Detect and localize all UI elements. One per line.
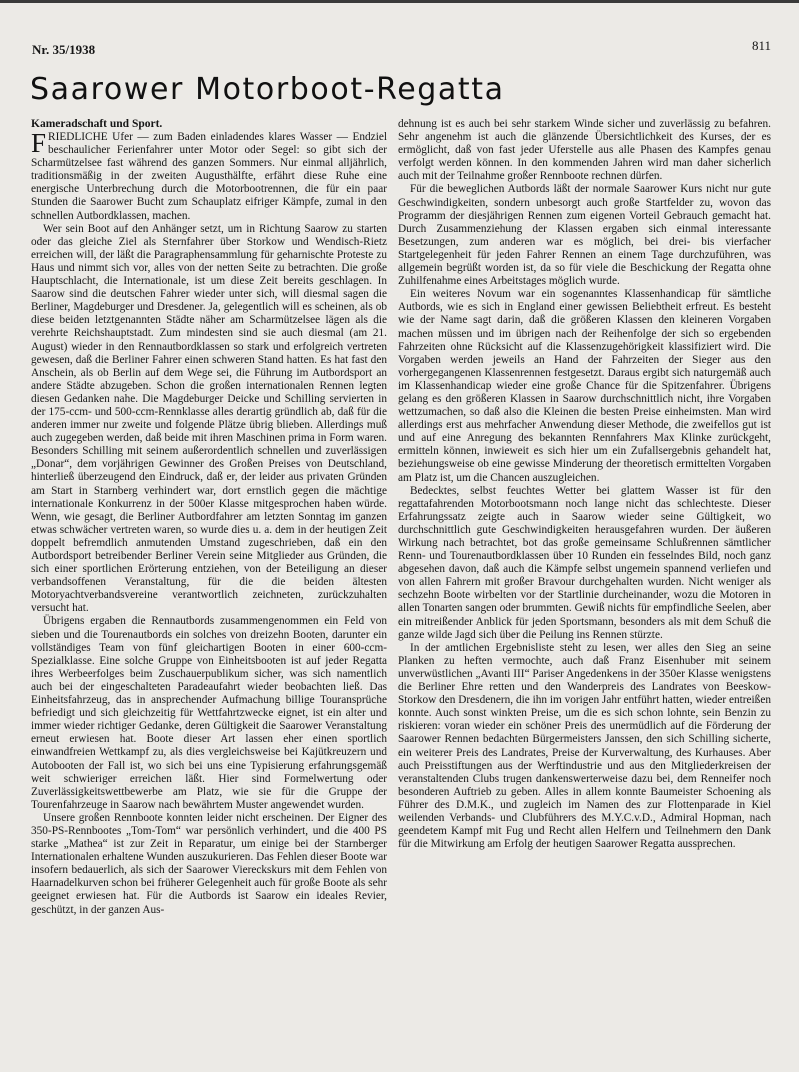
paragraph: Wer sein Boot auf den Anhänger setzt, um in Richtung Saarow zu starten oder das gleiche Ziel als Sternfahrer über Storkow und Wendisch-Rietz erreichen will, der läßt die Paragraphensammlung für geharnischte Proteste zu Haus und nimmt sich vor, alles von der netten Seite zu betrachten. Die große Hauptschlacht, die Internationale, ist um diese Zeit bereits geschlagen. In Saarow sind die deutschen Fahrer wieder unter sich, will diesmal sagen die Berliner, Magdeburger und Dresdener. Ja, gelegentlich will es scheinen, als ob diese beiden letztgenannten Städte näher am Scharmützelsee lägen als die verehrte Reichshauptstadt. Zum mindesten sind sie auch diesmal (am 21. August) wieder in den Rennautbordklassen so stark und erfolgreich vertreten gewesen, daß die Berliner Fahrer einen schweren Stand hatten. Es hat fast den Anschein, als ob Berlin auf dem Wege sei, die Führung im Autbordsport an andere Städte abzugeben. Schon die großen internationalen Rennen legten diesen Gedanken nahe. Die Magdeburger Deicke und Schilling servierten in der 175-ccm- und 500-ccm-Rennklasse alles derartig gründlich ab, daß für die anderen immer nur zweite und folgende Plätze übrig blieben. Allerdings muß auch zugegeben werden, daß beide mit ihren Maschinen prima in Form waren. Besonders Schilling mit seinem außerordentlich schnellen und zuverlässigen „Donar“, dem vorjährigen Gewinner des Großen Preises von Deutschland, hinterließ überzeugend den Eindruck, daß er, der leider aus privaten Gründen am Start in Starnberg verhindert war, dort ernstlich gegen die mächtige internationale Konkurrenz in der 500er Klasse mitgesprochen haben würde. Wenn, wie gesagt, die Berliner Autbordfahrer am letzten Sonntag im ganzen etwas schwächer vertreten waren, so wurde dies u. a. dem in der heutigen Zeit doppelt befremdlich anmutenden Umstand zugeschrieben, daß ein den Autbordsport betreibender Berliner Verein seine Mitglieder aus Gründen, die sich einer sportlichen Erörterung entziehen, von der Beteiligung an dieser verbandsoffenen Veranstaltung, für die die beiden ältesten Motoryachtverbandsvereine verantwortlich zeichneten, zurückzuhalten versucht hat. (31, 222, 387, 615)
page-number: 811 (752, 38, 772, 53)
paragraph: Bedecktes, selbst feuchtes Wetter bei glattem Wasser ist für den regattafahrenden Motorbootsmann noch lange nicht das schlechteste. Dieser Erfahrungssatz zeigte auch in Saarow wieder seine Gültigkeit, wo durchschnittlich gute Geschwindigkeiten herausgefahren wurden. Der äußeren Wirkung nach betrachtet, bot das große gemeinsame Schlußrennen sämtlicher Renn- und Tourenautbordklassen über 10 Runden ein fesselndes Bild, noch ganz abgesehen davon, daß auch die Kämpfe selbst ungemein spannend verliefen und von allen Fahrern mit großer Bravour durchgehalten wurden. Nicht weniger als sechzehn Boote wirbelten vor der Startlinie durcheinander, wozu die Motoren in allen Tonarten sangen oder brummten. Gewiß nichts für empfindliche Seelen, aber ein mitreißender Anblick für jeden Sportsmann, besonders als mit dem Schuß die ganze wilde Jagd sich über die Peilung ins Rennen stürzte. (398, 484, 771, 641)
paragraph: dehnung ist es auch bei sehr starkem Winde sicher und zuverlässig zu befahren. Sehr angenehm ist auch die glänzende Übersichtlichkeit des Kurses, der es ermöglicht, daß von fast jeder Uferstelle aus alle Phasen des Kampfes genau verfolgt werden können. In den kommenden Jahren wird man daher sicherlich auch mit der Teilnahme großer Rennboote rechnen dürfen. (398, 118, 771, 183)
paragraph: Übrigens ergaben die Rennautbords zusammengenommen ein Feld von sieben und die Tourenautbords ein solches von dreizehn Booten, darunter ein vollständiges Team von fünf gleichartigen Booten in einer 600-ccm-Spezialklasse. Eine solche Gruppe von Einheitsbooten ist auf jeder Regatta ihres Werbeerfolges beim Zuschauerpublikum sicher, was sich namentlich auch bei der eingeschalteten Paradeaufahrt wieder beobachten ließ. Das Einheitsfahrzeug, das in ansprechender Aufmachung billige Touransprüche befriedigt und sich gleichzeitig für Wettfahrtzwecke eignet, ist ein alter und immer wieder richtiger Gedanke, deren Gültigkeit die Saarower Veranstaltung erneut erwiesen hat. Boote dieser Art lassen eher einen sportlich einwandfreien Wettkampf zu, als dies vergleichsweise bei Kajütkreuzern und Autobooten der Fall ist, wo sich bei uns eine Typisierung erfahrungsgemäß weit schwieriger erreichen läßt. Hier sind Formelwertung oder Zuverlässigkeitswettbewerbe am Platz, wie sie für die Gruppe der Tourenfahrzeuge in Saarow nach bewährtem Muster angewendet wurden. (31, 615, 387, 811)
paragraph: FRIEDLICHE Ufer — zum Baden einladendes klares Wasser — Endziel beschaulicher Ferienfahrer unter Motor oder Segel: so gibt sich der Scharmützelsee fast während des ganzen Sommers. Nur einmal alljährlich, traditionsmäßig in der zweiten Augusthälfte, erfährt diese Ruhe eine energische Unterbrechung durch die Motorbootrennen, die für ein paar Stunden die Saarower Bucht zum Schauplatz eifriger Kämpfe, zumal in den schnellen Autbordklassen, machen. (31, 128, 387, 222)
paragraph: Unsere großen Rennboote konnten leider nicht erscheinen. Der Eigner des 350-PS-Rennbootes „Tom-Tom“ war persönlich verhindert, und die 400 PS starke „Mathea“ ist zur Zeit in Reparatur, um einige bei der Starnberger Internationalen erhaltene Wunden auszukurieren. Das Fehlen dieser Boote war insofern bedauerlich, als sich der Saarower Viereckskurs mit dem Fehlen von Haarnadelkurven schon bei früherer Gelegenheit auch für große Boote als sehr geeignet erwiesen hat. Für die Autbords ist Saarow ein ideales Revier, geschützt, in der ganzen Aus- (31, 811, 387, 916)
issue-number: Nr. 35/1938 (32, 42, 96, 57)
right-column (398, 118, 771, 1064)
paragraph: Ein weiteres Novum war ein sogenanntes Klassenhandicap für sämtliche Autbords, wie es sich in England einer gewissen Beliebtheit erfreut. Es besteht wie der Name sagt darin, daß die größeren Klassen den kleineren Vorgaben machen müssen und im übrigen nach der Reihenfolge der sich so ergebenden Fahrzeiten ohne Rücksicht auf die Klassenzugehörigkeit klassifiziert wird. Die Vorgaben werden jeweils an Hand der Fahrzeiten der Sieger aus den vorhergegangenen Klassenrennen festgesetzt. Daraus ergibt sich naturgemäß auch im Klassenhandicap wieder eine große Chance für die Spitzenfahrer. Übrigens gelang es den größeren Klassen in Saarow durchschnittlich nicht, ihre Vorgaben wettzumachen, so daß also die Kleinen die besten Preise einheimsten. Man wird allerdings erst aus mehrfacher Anwendung dieser Methode, die zweifellos gut ist und auf eine Anregung des bekannten Rennfahrers Max Klinke zurückgeht, ermitteln können, inwieweit es sich hier um ein Zufallsergebnis gehandelt hat, beziehungsweise ob eine gewisse Minderung der theoretisch ermittelten Vorgaben am Platz ist, um die Chancen auszugleichen. (398, 288, 771, 484)
section-heading: Kameradschaft und Sport. (31, 118, 163, 130)
paragraph: In der amtlichen Ergebnisliste steht zu lesen, wer alles den Sieg an seine Planken zu heften vermochte, auch daß Franz Eisenhuber mit seinem unverwüstlichen „Avanti III“ Pariser Angedenkens in der 350er Klasse wenigstens die Berliner Ehre retten und den Wanderpreis des Landrates von Beeskow-Storkow den Dresdenern, die ihn im vorigen Jahr entführt hatten, wieder entreißen konnte. Auch sonst winkten Preise, um die es sich schon lohnte, sein Benzin zu riskieren: voran wieder ein schöner Preis des unermüdlich auf die Förderung der Saarower Rennen bedachten Bürgermeisters Janssen, den sich Schilling sicherte, ein weiterer Preis des Landrates, Preise der Kurverwaltung, des Kurhauses. Aber auch Preisstiftungen aus der Werftindustrie und aus den Mitgliederkreisen der veranstaltenden Clubs trugen dankenswerterweise dazu bei, dem Renneifer noch besonderen Auftrieb zu geben. Alles in allem konnte Baumeister Schoening als Führer des D.M.K., und zugleich im Namen des zur Flottenparade in Kiel weilenden Verbands- und Clubführers des M.Y.C.v.D., Admiral Hopman, nach geendetem Kampf mit Fug und Recht allen Helfern und Teilnehmern den Dank für die Mitwirkung am Erfolg der heutigen Saarower Regatta aussprechen. (398, 641, 771, 851)
top-rule (0, 0, 799, 3)
paragraph: Für die beweglichen Autbords läßt der normale Saarower Kurs nicht nur gute Geschwindigkeiten, sondern unbesorgt auch große Startfelder zu, wovon das Programm der diesjährigen Rennen zum eigenen Vorteil Gebrauch gemacht hat. Durch Zusammenziehung der Klassen ergaben sich einmal interessante Besetzungen, zum anderen war es möglich, bei drei- bis vierfacher Startgelegenheit für jeden Fahrer Rennen an einem Tage durchzuführen, was allgemein begrüßt worden ist, da so für viele die Beschickung der Regatta ohne Zuhilfenahme eines Arbeitstages möglich wurde. (398, 183, 771, 288)
article-title: Saarower Motorboot-Regatta (30, 72, 505, 107)
left-column (31, 118, 387, 1064)
